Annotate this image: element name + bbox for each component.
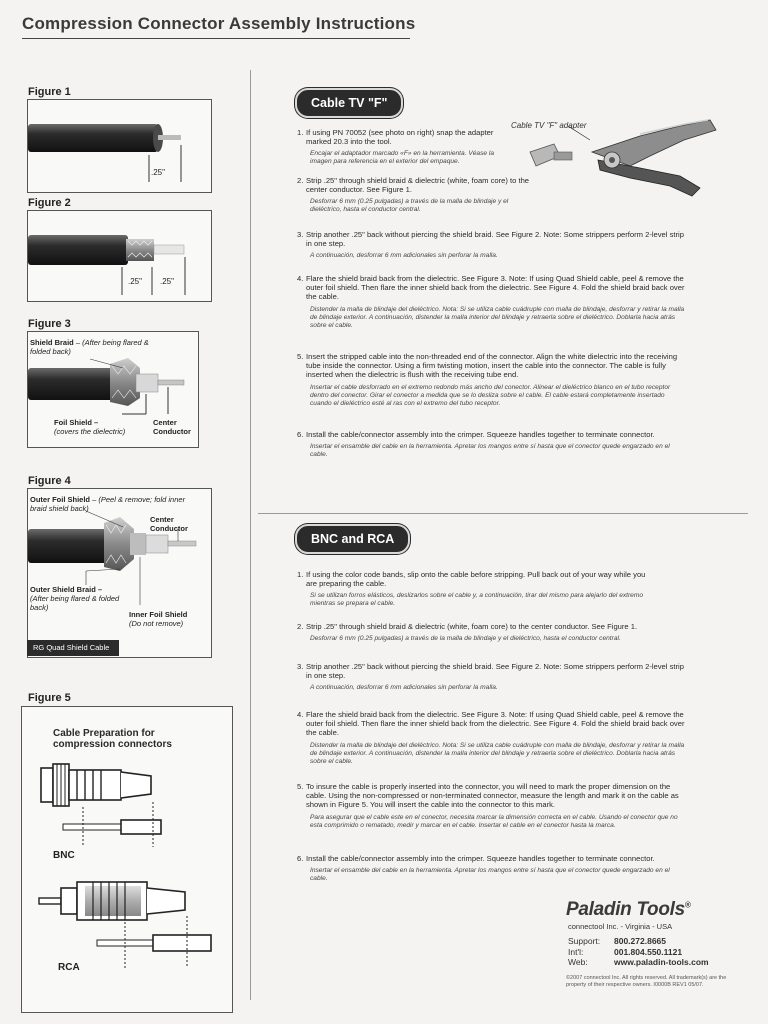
step-spanish: Insertar el ensamble del cable en la herramienta. Apretar los mangos entre sí hasta que el conector quede engarzado en el cable. <box>310 867 670 883</box>
paladin-tools-logo <box>566 899 691 921</box>
figure-4-inner-foil-title: Inner Foil Shield <box>129 610 188 619</box>
step-english: Insert the stripped cable into the non-threaded end of the connector. Align the white dielectric into the receiving tube inside the connector. Using a firm twisting motion, insert the cable into the connector. The cable is fully inserted when the dielectric is flush with the receiving tube end. <box>306 352 678 380</box>
support-phone: 800.272.8665 <box>614 936 666 946</box>
step-english: Flare the shield braid back from the dielectric. See Figure 3. Note: If using Quad Shield cable, peel & remove the outer foil shield. Then flare the inner shield back from the dielectric. See Figure 4. Fold the shield braid back over the cable. <box>306 274 685 302</box>
step-english: Flare the shield braid back from the dielectric. See Figure 3. Note: If using Quad Shield cable, peel & remove the outer foil shield. Then flare the inner shield back from the dielectric. See Figure 4. Fold the shield braid back over the cable. <box>306 710 685 738</box>
step-spanish: Para asegurar que el cable este en el conector, necesita marcar la dimensión correcta en el cable. Usando el conector que no esta comprimido o rematado, medir y marcar en el cable. Insertar el cable en el conector hasta la marca. <box>310 813 678 829</box>
step-english: If using PN 70052 (see photo on right) snap the adapter marked 20.3 into the tool. <box>306 128 494 147</box>
figure-4-center-conductor: Center Conductor <box>150 515 188 533</box>
legal-notice: ©2007 connectool Inc. All rights reserved. All trademark(s) are the property of their respective owners. I0000B REV1 05/07. <box>566 975 727 988</box>
step-spanish: Si se utilizan forros elásticos, deslizarlos sobre el cable y, a continuación, tirar del mismo para alejarlo del extremo mientras se prepara el cable. <box>310 592 644 608</box>
figure-4-box <box>27 488 212 658</box>
figure-3-shield-braid-callout <box>30 338 170 356</box>
step-spanish: A continuación, desforrar 6 mm adicionales sin perforar la malla. <box>310 684 498 692</box>
document-title: Compression Connector Assembly Instructions <box>22 14 416 33</box>
step-spanish: Encajar el adaptador marcado «F» en la herramienta. Véase la imagen para referencia en el exterior del empaque. <box>310 150 495 166</box>
step-spanish: Distender la malla de blindaje del dieléctrico. Nota: Si se utiliza cable cuádruple con malla de blindaje, desforrar y retirar la malla de blindaje exterior. A continuación, distender la malla interior del blindaje y retraerla sobre el dieléctrico. Doblarla hacia atrás sobre el cable. <box>310 741 685 765</box>
step-spanish: Desforrar 6 mm (0.25 pulgadas) a través de la malla de blindaje y el dieléctrico, hasta el conductor central. <box>310 198 509 214</box>
support-label: Support: <box>568 936 601 946</box>
step-english: Install the cable/connector assembly into the crimper. Squeeze handles together to terminate connector. <box>306 854 655 863</box>
step-spanish: Distender la malla de blindaje del dieléctrico. Nota: Si se utiliza cable cuádruple con malla de blindaje, desforrar y retirar la malla de blindaje exterior. A continuación, distender la malla interior del blindaje y retraerla sobre el dieléctrico. Doblarla hacia atrás sobre el cable. <box>310 305 685 329</box>
registered-mark: ® <box>684 900 691 910</box>
cable-tv-step-1: 1. If using PN 70052 (see photo on right) snap the adapter marked 20.3 into the tool. Encajar el adaptador marcado «F» en la herramienta. Véase la imagen para referencia en el exterior del empaque. <box>297 128 502 166</box>
figure-2-dimension-2: .25" <box>160 277 174 286</box>
brand-name: Paladin Tools <box>566 899 685 920</box>
bnc-rca-heading: BNC and RCA <box>295 524 410 554</box>
bnc-rca-step-4: 4. Flare the shield braid back from the dielectric. See Figure 3. Note: If using Quad Shield cable, peel & remove the outer foil shield. Then flare the inner shield back from the dielectric. See Figure 4. Fold the shield braid back over the cable. Distender la malla de blindaje del dieléctrico. Nota: Si se utiliza cable cuádruple con malla de blindaje, desforrar y retirar la malla de blindaje exterior. A continuación, distender la malla interior del blindaje y retraerla sobre el dieléctrico. Doblarla hacia atrás sobre el cable. <box>297 710 687 766</box>
cable-tv-step-3: 3. Strip another .25" back without piercing the shield braid. See Figure 2. Note: Some strippers perform 2-level strip in one step. A continuación, desforrar 6 mm adicionales sin perforar la malla. <box>297 230 687 260</box>
bnc-rca-step-2: 2. Strip .25" through shield braid & dielectric (white, foam core) to the center conductor. See Figure 1. Desforrar 6 mm (0.25 pulgadas) a través de la malla de blindaje y el dieléctrico, hasta el conductor central. <box>297 622 687 643</box>
figure-5-label: Figure 5 <box>28 692 71 704</box>
web-address: www.paladin-tools.com <box>614 957 709 967</box>
figure-3-label: Figure 3 <box>28 318 71 330</box>
figure-4-label: Figure 4 <box>28 475 71 487</box>
figure-2-dimension-1: .25" <box>128 277 142 286</box>
company-line: connectool Inc. - Virginia - USA <box>568 922 673 931</box>
figure-1-label: Figure 1 <box>28 86 71 98</box>
cable-tv-f-heading: Cable TV "F" <box>295 88 403 118</box>
intl-phone: 001.804.550.1121 <box>614 946 683 957</box>
step-english: Strip .25" through shield braid & dielectric (white, foam core) to the center conductor. See Figure 1. <box>306 176 530 195</box>
figure-4-outer-braid-callout <box>30 585 120 612</box>
figure-3-shield-braid-title: Shield Braid <box>30 338 74 347</box>
figure-4-inner-foil-callout <box>129 610 204 628</box>
web-label: Web: <box>568 957 588 967</box>
intl-label: Int'l: <box>568 946 584 957</box>
bnc-rca-step-3: 3. Strip another .25" back without piercing the shield braid. See Figure 2. Note: Some strippers perform 2-level strip in one step. A continuación, desforrar 6 mm adicionales sin perforar la malla. <box>297 662 687 692</box>
cable-tv-step-4: 4. Flare the shield braid back from the dielectric. See Figure 3. Note: If using Quad Shield cable, peel & remove the outer foil shield. Then flare the inner shield back from the dielectric. See Figure 4. Fold the shield braid back over the cable. Distender la malla de blindaje del dieléctrico. Nota: Si se utiliza cable cuádruple con malla de blindaje, desforrar y retirar la malla de blindaje exterior. A continuación, distender la malla interior del blindaje y retraerla sobre el dieléctrico. Doblarla hacia atrás sobre el cable. <box>297 274 687 330</box>
figure-2-box <box>27 210 212 302</box>
figure-5-heading-line-2: compression connectors <box>53 739 172 750</box>
figure-1-cable-illustration <box>28 100 211 192</box>
figure-1-dimension: .25" <box>151 168 165 177</box>
figure-2-cable-illustration <box>28 211 211 301</box>
step-spanish: Insertar el cable desforrado en el extremo redondo más ancho del conector. Alinear el dieléctrico blanco en el tubo receptor dentro del conector. Girar el conector a medida que se lo desliza sobre el cable. El cable estará completamente insertado cuando el dieléctrico esté al ras con el extremo del tubo receptor. <box>310 383 671 407</box>
bnc-label: BNC <box>53 850 75 861</box>
figure-4-outer-foil-callout <box>30 495 190 513</box>
figure-1-box <box>27 99 212 193</box>
figure-5-heading <box>53 728 172 750</box>
figure-3-foil-callout <box>54 418 144 436</box>
figure-4-cable-type-tag: RG Quad Shield Cable <box>27 640 119 656</box>
contact-block <box>568 936 738 968</box>
column-divider <box>250 70 251 1000</box>
step-english: Strip another .25" back without piercing the shield braid. See Figure 2. Note: Some strippers perform 2-level strip in one step. <box>306 662 684 681</box>
figure-4-outer-braid-title: Outer Shield Braid – <box>30 585 103 594</box>
step-english: Install the cable/connector assembly into the crimper. Squeeze handles together to terminate connector. <box>306 430 655 439</box>
bnc-connector-diagram <box>35 762 185 852</box>
section-divider <box>258 513 748 514</box>
figure-4-outer-foil-note: – (Peel & remove; fold inner braid shield back) <box>30 495 186 513</box>
step-english: Strip another .25" back without piercing the shield braid. See Figure 2. Note: Some strippers perform 2-level strip in one step. <box>306 230 684 249</box>
cable-tv-step-2: 2. Strip .25" through shield braid & dielectric (white, foam core) to the center conductor. See Figure 1. Desforrar 6 mm (0.25 pulgadas) a través de la malla de blindaje y el dieléctrico, hasta el conductor central. <box>297 176 537 214</box>
step-english: To insure the cable is properly inserted into the connector, you will need to mark the proper dimension on the cable. Using the non-compressed or non-terminated connector, measure the length and mark it on the cable as shown in Figure 5. You will insert the cable into the connector to this mark. <box>306 782 679 810</box>
figure-4-inner-foil-note: (Do not remove) <box>129 619 184 628</box>
figure-2-label: Figure 2 <box>28 197 71 209</box>
figure-4-outer-foil-title: Outer Foil Shield <box>30 495 91 504</box>
cable-tv-step-5: 5. Insert the stripped cable into the non-threaded end of the connector. Align the white dielectric into the receiving tube inside the connector. Using a firm twisting motion, insert the cable into the connector. The cable is fully inserted when the dielectric is flush with the receiving tube end. Insertar el cable desforrado en el extremo redondo más ancho del conector. Alinear el dieléctrico blanco en el tubo receptor dentro del conector. Girar el conector a medida que se lo desliza sobre el cable. El cable estará completamente insertado cuando el dieléctrico esté al ras con el extremo del tubo receptor. <box>297 352 687 408</box>
bnc-rca-steps <box>297 570 687 900</box>
rca-label: RCA <box>58 962 80 973</box>
step-spanish: Desforrar 6 mm (0.25 pulgadas) a través de la malla de blindaje y el dieléctrico, hasta el conductor central. <box>310 635 621 643</box>
bnc-rca-step-1: 1. If using the color code bands, slip onto the cable before stripping. Pull back out of your way while you are preparing the cable. Si se utilizan forros elásticos, deslizarlos sobre el cable y, a continuación, tirar del mismo para alejarlo del extremo mientras se prepara el cable. <box>297 570 652 608</box>
step-english: Strip .25" through shield braid & dielectric (white, foam core) to the center conductor. See Figure 1. <box>306 622 638 631</box>
figure-3-shield-braid-note: – (After being flared & folded back) <box>30 338 149 356</box>
f-adapter-caption: Cable TV "F" adapter <box>511 121 587 130</box>
figure-3-foil-title: Foil Shield – <box>54 418 99 427</box>
figure-3-foil-note: (covers the dielectric) <box>54 427 126 436</box>
step-spanish: Insertar el ensamble del cable en la herramienta. Apretar los mangos entre sí hasta que el conector quede engarzado en el cable. <box>310 443 670 459</box>
bnc-rca-step-5: 5. To insure the cable is properly inserted into the connector, you will need to mark the proper dimension on the cable. Using the non-compressed or non-terminated connector, measure the length and mark it on the cable as shown in Figure 5. You will insert the cable into the connector to this mark. Para asegurar que el cable este en el conector, necesita marcar la dimensión correcta en el cable. Usando el conector que no esta comprimido o rematado, medir y marcar en el cable. Insertar el cable en el conector hasta la marca. <box>297 782 687 830</box>
step-spanish: A continuación, desforrar 6 mm adicionales sin perforar la malla. <box>310 252 498 260</box>
cable-tv-step-6: 6. Install the cable/connector assembly into the crimper. Squeeze handles together to terminate connector. Insertar el ensamble del cable en la herramienta. Apretar los mangos entre sí hasta que el conector quede engarzado en el cable. <box>297 430 687 459</box>
cable-tv-steps <box>297 128 687 498</box>
figure-3-center-conductor: Center Conductor <box>153 418 191 436</box>
step-english: If using the color code bands, slip onto the cable before stripping. Pull back out of your way while you are preparing the cable. <box>306 570 646 589</box>
bnc-rca-step-6: 6. Install the cable/connector assembly into the crimper. Squeeze handles together to terminate connector. Insertar el ensamble del cable en la herramienta. Apretar los mangos entre sí hasta que el conector quede engarzado en el cable. <box>297 854 687 883</box>
title-rule <box>22 38 410 39</box>
figure-5-heading-line-1: Cable Preparation for <box>53 728 155 739</box>
figure-4-outer-braid-note: (After being flared & folded back) <box>30 594 120 612</box>
